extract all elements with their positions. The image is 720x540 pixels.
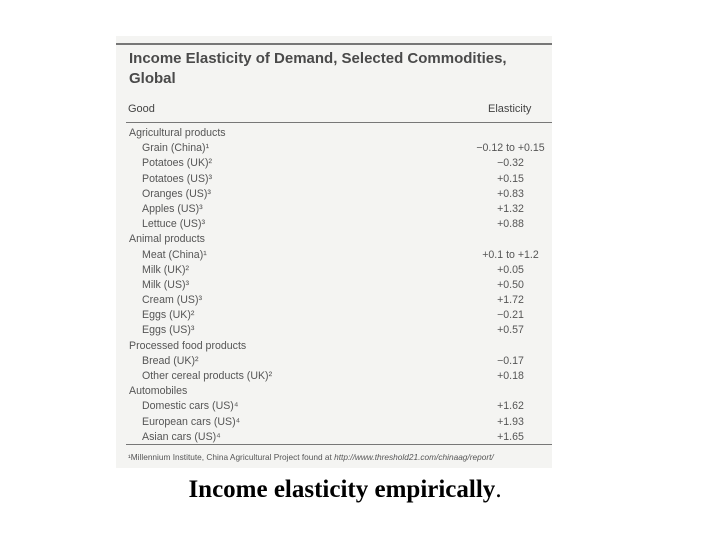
elasticity-value: −0.12 to +0.15 [476, 142, 545, 155]
elasticity-value: +1.72 [497, 294, 524, 307]
table-title-line-2: Global [129, 70, 176, 87]
table-row [116, 202, 552, 217]
footnote-url: http://www.threshold21.com/chinaag/report/ [334, 452, 494, 462]
table-row [116, 141, 552, 156]
caption-period: . [495, 476, 502, 503]
good-label: Oranges (US)³ [142, 187, 211, 200]
good-label: Apples (US)³ [142, 202, 203, 215]
elasticity-value: +1.93 [497, 415, 524, 428]
table-row [116, 278, 552, 293]
elasticity-value: +1.32 [497, 202, 524, 215]
elasticity-value: +0.15 [497, 172, 524, 185]
column-header-good: Good [128, 103, 155, 115]
table-row [116, 217, 552, 232]
table-row [116, 172, 552, 187]
table-row [116, 263, 552, 278]
category-label: Processed food products [129, 339, 247, 352]
good-label: Eggs (UK)² [142, 309, 195, 322]
slide-caption [0, 476, 690, 504]
table-body [116, 126, 552, 445]
category-label: Agricultural products [129, 127, 226, 139]
table-title-line-1: Income Elasticity of Demand, Selected Commodities, [129, 50, 507, 67]
good-label: Lettuce (US)³ [142, 218, 205, 231]
table-row [116, 399, 552, 414]
elasticity-value: +0.18 [497, 370, 524, 382]
good-label: Milk (UK)² [142, 263, 190, 276]
good-label: Grain (China)¹ [142, 142, 210, 155]
elasticity-value: +0.83 [497, 187, 524, 200]
table-title [129, 49, 549, 89]
elasticity-value: −0.32 [497, 157, 524, 170]
table-row [116, 354, 552, 369]
good-label: Potatoes (UK)² [142, 157, 213, 170]
category-row [116, 126, 552, 141]
table-row [116, 293, 552, 308]
good-label: European cars (US)⁴ [142, 415, 241, 428]
table-row [116, 415, 552, 430]
elasticity-value: −0.17 [497, 354, 524, 367]
footnote [128, 452, 494, 462]
good-label: Milk (US)³ [142, 278, 190, 291]
footnote-text: ¹Millennium Institute, China Agricultural Project found at [128, 452, 335, 462]
category-row [116, 339, 552, 354]
elasticity-value: +0.1 to +1.2 [482, 248, 539, 261]
caption-text: Income elasticity empirically [188, 476, 496, 503]
good-label: Domestic cars (US)⁴ [142, 400, 239, 413]
category-row [116, 384, 552, 399]
bottom-rule [126, 444, 552, 445]
table-row [116, 369, 552, 384]
table-row [116, 187, 552, 202]
good-label: Potatoes (US)³ [142, 172, 213, 185]
good-label: Bread (UK)² [142, 354, 199, 367]
elasticity-value: +1.62 [497, 400, 524, 413]
table-row [116, 156, 552, 171]
elasticity-value: +1.65 [497, 430, 524, 443]
elasticity-value: +0.57 [497, 324, 524, 337]
good-label: Cream (US)³ [142, 294, 203, 307]
category-label: Animal products [129, 233, 205, 246]
table-row [116, 308, 552, 323]
good-label: Other cereal products (UK)² [142, 370, 273, 382]
good-label: Eggs (US)³ [142, 324, 195, 337]
table-row [116, 430, 552, 445]
table-row [116, 248, 552, 263]
category-label: Automobiles [129, 385, 188, 398]
top-rule [116, 43, 552, 45]
elasticity-value: −0.21 [497, 309, 524, 322]
elasticity-value: +0.05 [497, 263, 524, 276]
scanned-table [116, 36, 552, 468]
category-row [116, 232, 552, 247]
elasticity-value: +0.50 [497, 278, 524, 291]
good-label: Asian cars (US)⁴ [142, 430, 221, 443]
good-label: Meat (China)¹ [142, 248, 207, 261]
header-rule [126, 122, 552, 123]
table-row [116, 323, 552, 338]
column-header-elasticity: Elasticity [488, 103, 532, 115]
elasticity-value: +0.88 [497, 218, 524, 231]
